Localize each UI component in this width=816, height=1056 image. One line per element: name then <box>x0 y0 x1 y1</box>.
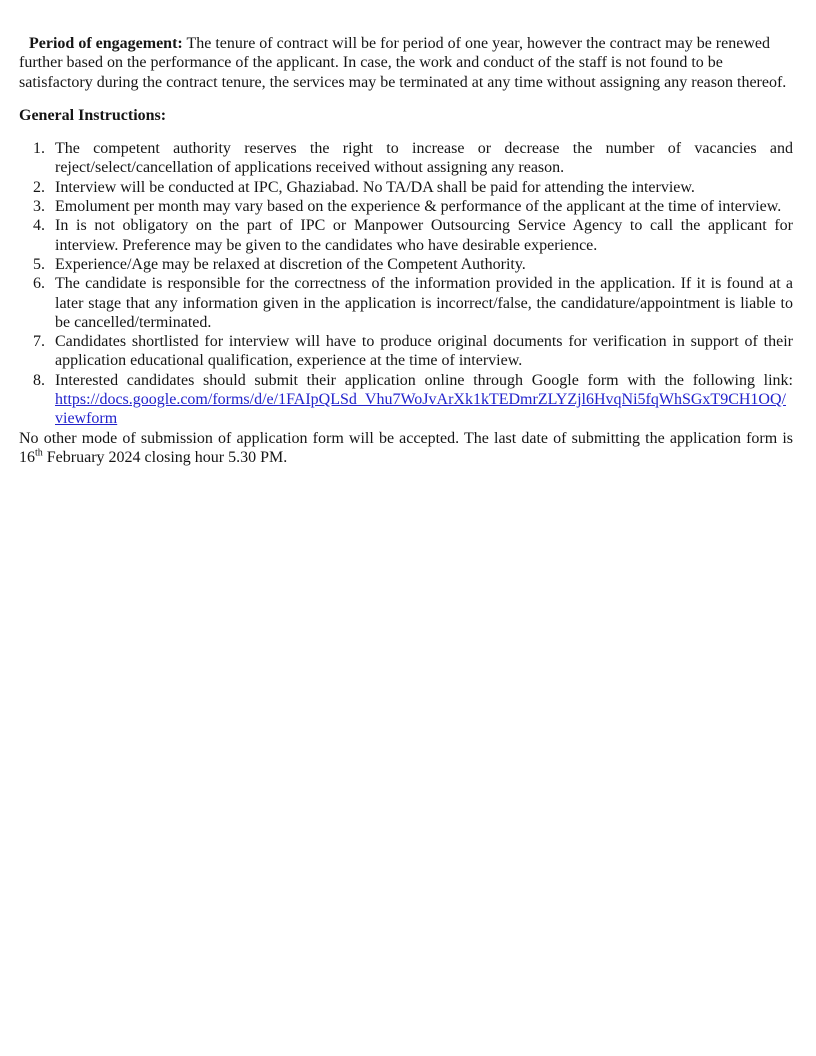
instruction-text: The candidate is responsible for the correctness of the information provided in the application. If it is found at a later stage that any information given in the application is incorrect/false, the candidature/appointment is liable to be cancelled/terminated. <box>55 275 793 331</box>
instruction-number: 2. <box>33 178 45 196</box>
instruction-number: 1. <box>33 140 45 158</box>
closing-text-end: February 2024 closing hour 5.30 PM. <box>42 448 288 466</box>
closing-text-start: No other mode of submission of application form will be accepted. The last date of submitting the application form is 16 <box>19 429 793 466</box>
instruction-number: 7. <box>33 333 45 351</box>
instruction-item-7 <box>19 332 793 371</box>
instruction-text: In is not obligatory on the part of IPC or Manpower Outsourcing Service Agency to call the applicant for interview. Preference may be given to the candidates who have desirable experience. <box>55 217 793 254</box>
instruction-item-6 <box>19 274 793 332</box>
period-of-engagement-text: The tenure of contract will be for period of one year, however the contract may be renewed further based on the performance of the applicant. In case, the work and conduct of the staff is not found to be satisfactory during the contract tenure, the services may be terminated at any time without assigning any reason thereof. <box>19 35 787 91</box>
instruction-text: Interested candidates should submit their application online through Google form with the following link: <box>55 371 793 389</box>
period-of-engagement-paragraph <box>19 34 793 92</box>
instruction-number: 5. <box>33 255 45 273</box>
instruction-item-8 <box>19 371 793 429</box>
period-of-engagement-label: Period of engagement: <box>29 35 183 52</box>
instruction-item-2 <box>19 178 793 197</box>
instruction-number: 3. <box>33 198 45 216</box>
instruction-text: Interview will be conducted at IPC, Ghaziabad. No TA/DA shall be paid for attending the interview. <box>55 178 695 196</box>
instruction-text: Emolument per month may vary based on the experience & performance of the applicant at the time of interview. <box>55 198 782 216</box>
instruction-item-3 <box>19 197 793 216</box>
general-instructions-heading: General Instructions: <box>19 106 167 124</box>
instruction-text: The competent authority reserves the right to increase or decrease the number of vacancies and reject/select/cancellation of applications received without assigning any reason. <box>55 140 793 177</box>
closing-paragraph <box>19 429 793 468</box>
instruction-list <box>19 139 793 428</box>
instruction-number: 6. <box>33 275 45 293</box>
instruction-item-1 <box>19 139 793 178</box>
instruction-number: 8. <box>33 371 45 389</box>
instruction-number: 4. <box>33 217 45 235</box>
instruction-item-4 <box>19 216 793 255</box>
ordinal-superscript: th <box>35 447 43 459</box>
instruction-item-5 <box>19 255 793 274</box>
google-form-link[interactable]: https://docs.google.com/forms/d/e/1FAIpQLSd_Vhu7WoJvArXk1kTEDmrZLYZjl6HvqNi5fqWhSGxT9CH1OQ/viewform <box>55 391 786 428</box>
instruction-text: Candidates shortlisted for interview will have to produce original documents for verification in support of their application educational qualification, experience at the time of interview. <box>55 333 793 370</box>
instruction-text: Experience/Age may be relaxed at discretion of the Competent Authority. <box>55 255 526 273</box>
